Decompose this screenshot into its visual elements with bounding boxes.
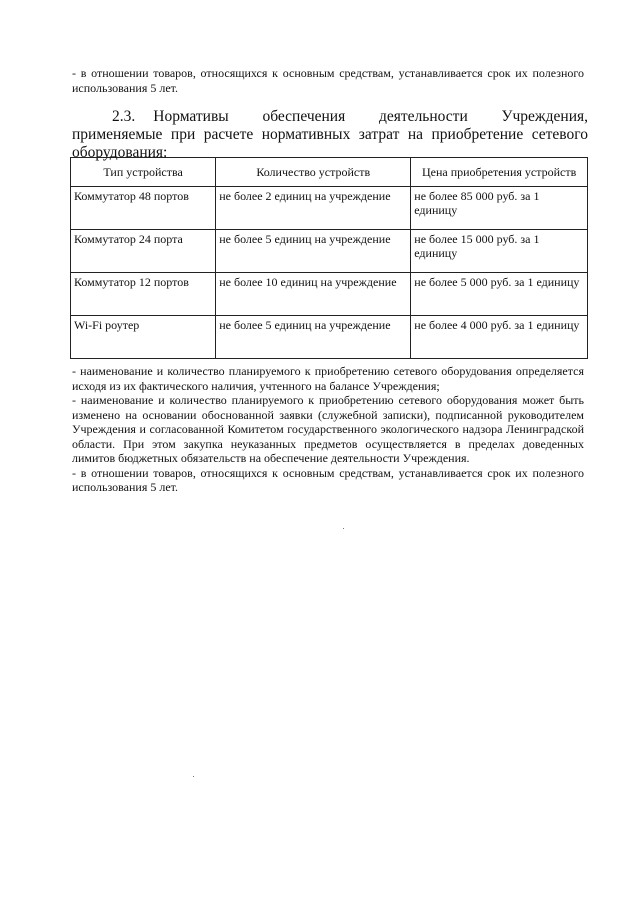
table-row	[71, 187, 588, 230]
header-device-price: Цена приобретения устройств	[411, 158, 588, 187]
cell-device-count: не более 5 единиц на учреждение	[216, 230, 411, 273]
network-equipment-table	[70, 157, 588, 359]
section-title: Нормативы обеспечения деятельности Учреждения, применяемые при расчете нормативных затрат на приобретение сетевого оборудования:	[72, 108, 588, 161]
cell-device-count: не более 5 единиц на учреждение	[216, 316, 411, 359]
cell-device-count: не более 10 единиц на учреждение	[216, 273, 411, 316]
cell-device-price: не более 85 000 руб. за 1 единицу	[411, 187, 588, 230]
cell-device-count: не более 2 единиц на учреждение	[216, 187, 411, 230]
cell-device-type: Коммутатор 24 порта	[71, 230, 216, 273]
paragraph-equipment-basis: - наименование и количество планируемого к приобретению сетевого оборудования определяется исходя из их фактического наличия, учтенного на балансе Учреждения;	[72, 364, 584, 393]
cell-device-price: не более 5 000 руб. за 1 единицу	[411, 273, 588, 316]
top-paragraph: - в отношении товаров, относящихся к основным средствам, устанавливается срок их полезного использования 5 лет.	[72, 66, 584, 95]
bottom-paragraphs	[72, 364, 584, 495]
table-row	[71, 230, 588, 273]
paragraph-equipment-change: - наименование и количество планируемого к приобретению сетевого оборудования может быть изменено на основании обоснованной заявки (служебной записки), подписанной руководителем Учреждения и согласованной Комитетом государственного экологического надзора Ленинградской области. При этом закупка неуказанных предметов осуществляется в пределах доведенных лимитов бюджетных обязательств на обеспечение деятельности Учреждения.	[72, 393, 584, 465]
scan-speck	[343, 528, 344, 529]
cell-device-type: Коммутатор 48 портов	[71, 187, 216, 230]
table-row	[71, 273, 588, 316]
section-heading	[72, 108, 588, 162]
cell-device-price: не более 4 000 руб. за 1 единицу	[411, 316, 588, 359]
table-header-row	[71, 158, 588, 187]
paragraph-useful-life: - в отношении товаров, относящихся к основным средствам, устанавливается срок их полезного использования 5 лет.	[72, 465, 584, 494]
cell-device-type: Wi-Fi роутер	[71, 316, 216, 359]
scan-speck	[193, 776, 194, 777]
table-row	[71, 316, 588, 359]
cell-device-price: не более 15 000 руб. за 1 единицу	[411, 230, 588, 273]
header-device-count: Количество устройств	[216, 158, 411, 187]
header-device-type: Тип устройства	[71, 158, 216, 187]
section-number: 2.3.	[112, 108, 136, 125]
cell-device-type: Коммутатор 12 портов	[71, 273, 216, 316]
